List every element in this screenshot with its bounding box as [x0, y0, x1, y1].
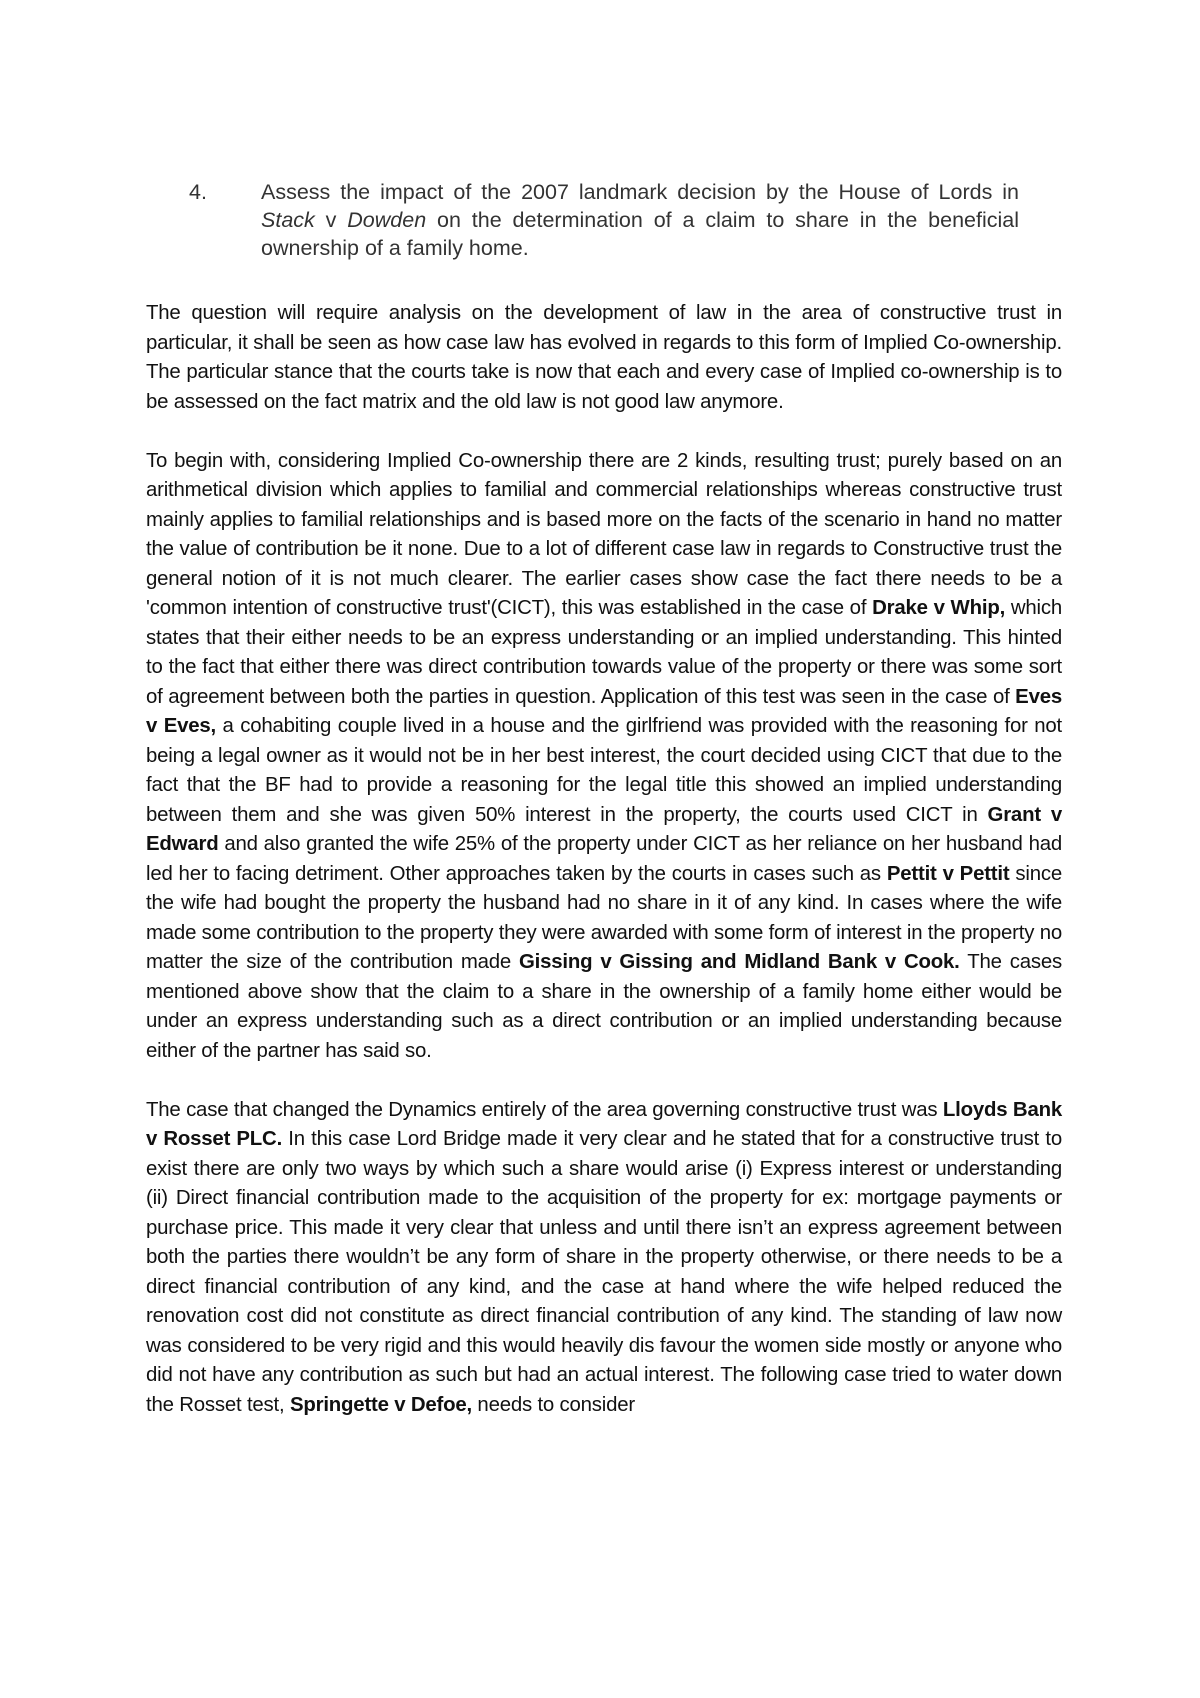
text-segment: needs to consider: [471, 1393, 635, 1416]
case-citation: Springette v Defoe,: [289, 1393, 472, 1416]
text-segment: The case that changed the Dynamics entirely of the area governing constructive trust was: [146, 1098, 943, 1121]
text-segment: which states that their either needs to be an express understanding or an implied understanding. This hinted to the fact that either there was direct contribution towards value of the property or there was some sort of agreement between both the parties in question. Application of this test was seen in the case of: [146, 597, 1062, 708]
question-text-part: on the determination of a claim to share in the beneficial ownership of a family home.: [261, 208, 1019, 260]
text-segment: a cohabiting couple lived in a house and the girlfriend was provided with the reasoning for not being a legal owner as it would not be in her best interest, the court decided using CICT that due to the fact that the BF had to provide a reasoning for the legal title this showed an implied understanding between them and she was given 50% interest in the property, the courts used CICT in: [146, 715, 1062, 826]
case-citation: Pettit v Pettit: [886, 862, 1010, 885]
case-name-party-one: Stack: [261, 208, 315, 232]
text-segment: since the wife had bought the property the husband had no share in it of any kind. In cases where the wife made some contribution to the property they were awarded with some form of interest in the property no matter the size of the contribution made: [146, 862, 1062, 973]
text-segment: The cases mentioned above show that the claim to a share in the ownership of a family home either would be under an express understanding such as a direct contribution or an implied understanding because either of the partner has said so.: [146, 951, 1062, 1062]
paragraph-intro: [146, 299, 1062, 417]
case-citation: Drake v Whip,: [872, 597, 1006, 619]
case-citation: Lloyds Bank v Rosset PLC.: [146, 1098, 1062, 1150]
essay-body: [146, 299, 1062, 1450]
question-text: [261, 178, 1019, 262]
case-citation: Gissing v Gissing and Midland Bank v Cook.: [519, 951, 960, 973]
case-name-party-two: Dowden: [347, 208, 427, 232]
question-number: 4.: [189, 180, 207, 204]
paragraph-implied-co-ownership: [146, 447, 1062, 1067]
paragraph-rosset: [146, 1096, 1062, 1421]
case-citation: Eves v Eves,: [146, 685, 1062, 737]
case-citation: Grant v Edward: [146, 803, 1062, 855]
question-text-part: Assess the impact of the 2007 landmark decision by the House of Lords in: [261, 180, 1019, 204]
text-segment: In this case Lord Bridge made it very clear and he stated that for a constructive trust to exist there are only two ways by which such a share would arise (i) Express interest or understanding (ii) Direct financial contribution made to the acquisition of the property for ex: mortgage payments or purchase price. This made it very clear that unless and until there isn’t an express agreement between both the parties there wouldn’t be any form of share in the property otherwise, or there needs to be a direct financial contribution of any kind, and the case at hand where the wife helped reduced the renovation cost did not constitute as direct financial contribution of any kind. The standing of law now was considered to be very rigid and this would heavily dis favour the women side mostly or anyone who did not have any contribution as such but had an actual interest. The following case tried to water down the Rosset test,: [146, 1128, 1062, 1416]
text-segment: The question will require analysis on the development of law in the area of constructive trust in particular, it shall be seen as how case law has evolved in regards to this form of Implied Co-ownership. The particular stance that the courts take is now that each and every case of Implied co-ownership is to be assessed on the fact matrix and the old law is not good law anymore.: [146, 302, 1062, 413]
text-segment: and also granted the wife 25% of the property under CICT as her reliance on her husband had led her to facing detriment. Other approaches taken by the courts in cases such as: [146, 833, 1062, 885]
text-segment: To begin with, considering Implied Co-ownership there are 2 kinds, resulting trust; purely based on an arithmetical division which applies to familial and commercial relationships whereas constructive trust mainly applies to familial relationships and is based more on the facts of the scenario in hand no matter the value of contribution be it none. Due to a lot of different case law in regards to Constructive trust the general notion of it is not much clearer. The earlier cases show case the fact there needs to be a 'common intention of constructive trust'(CICT), this was established in the case of: [146, 449, 1062, 619]
case-name-versus: v: [314, 208, 348, 232]
